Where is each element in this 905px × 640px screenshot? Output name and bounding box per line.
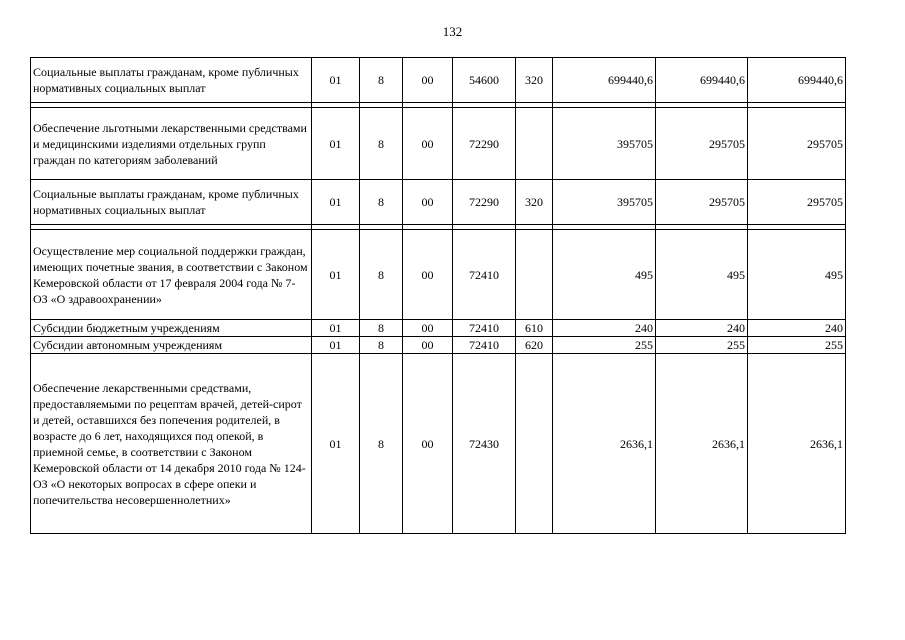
row-subsection: 8 [360,337,403,354]
row-name: Субсидии бюджетным учреждениям [31,320,312,337]
row-expense-type: 610 [516,320,553,337]
row-amount-1: 395705 [553,108,656,180]
row-name: Обеспечение льготными лекарственными средствами и медицинскими изделиями отдельных групп граждан по категориям заболеваний [31,108,312,180]
page-number: 132 [442,24,463,39]
row-name: Социальные выплаты гражданам, кроме публичных нормативных социальных выплат [31,180,312,225]
row-name: Обеспечение лекарственными средствами, предоставляемыми по рецептам врачей, детей-сирот и детей, оставшихся без попечения родителей, в возрасте до 6 лет, находящихся под опекой, в приемной семье, в соответствии с Законом Кемеровской области от 14 декабря 2010 года № 124-ОЗ «О некоторых вопросах в сфере опеки и попечительства несовершеннолетних» [31,354,312,534]
row-program: 00 [403,337,453,354]
table-row [31,108,846,180]
row-amount-2: 255 [656,337,748,354]
row-amount-3: 495 [748,230,846,320]
row-amount-2: 295705 [656,180,748,225]
row-subsection: 8 [360,58,403,103]
table-row [31,230,846,320]
row-article: 54600 [453,58,516,103]
row-expense-type: 620 [516,337,553,354]
row-subsection: 8 [360,230,403,320]
table-row [31,320,846,337]
row-article: 72430 [453,354,516,534]
row-section: 01 [312,180,360,225]
row-amount-3: 255 [748,337,846,354]
row-section: 01 [312,58,360,103]
row-name: Осуществление мер социальной поддержки граждан, имеющих почетные звания, в соответствии с Законом Кемеровской области от 17 февраля 2004 года № 7-ОЗ «О здравоохранении» [31,230,312,320]
row-expense-type [516,230,553,320]
row-program: 00 [403,58,453,103]
row-article: 72290 [453,180,516,225]
row-expense-type [516,354,553,534]
row-expense-type: 320 [516,58,553,103]
row-section: 01 [312,320,360,337]
row-amount-2: 240 [656,320,748,337]
row-program: 00 [403,320,453,337]
table-row [31,337,846,354]
row-amount-3: 2636,1 [748,354,846,534]
row-program: 00 [403,180,453,225]
row-expense-type [516,108,553,180]
row-section: 01 [312,230,360,320]
row-amount-2: 2636,1 [656,354,748,534]
row-article: 72410 [453,337,516,354]
row-program: 00 [403,108,453,180]
row-expense-type: 320 [516,180,553,225]
row-subsection: 8 [360,320,403,337]
row-subsection: 8 [360,180,403,225]
table-row [31,354,846,534]
row-amount-1: 395705 [553,180,656,225]
row-amount-2: 295705 [656,108,748,180]
row-subsection: 8 [360,354,403,534]
row-section: 01 [312,337,360,354]
row-amount-3: 295705 [748,180,846,225]
row-article: 72410 [453,230,516,320]
row-program: 00 [403,354,453,534]
row-amount-3: 295705 [748,108,846,180]
row-name: Социальные выплаты гражданам, кроме публичных нормативных социальных выплат [31,58,312,103]
row-amount-1: 699440,6 [553,58,656,103]
row-program: 00 [403,230,453,320]
row-name: Субсидии автономным учреждениям [31,337,312,354]
row-article: 72410 [453,320,516,337]
row-amount-2: 699440,6 [656,58,748,103]
budget-table [30,57,846,534]
table-row [31,58,846,103]
row-amount-1: 240 [553,320,656,337]
row-section: 01 [312,354,360,534]
row-article: 72290 [453,108,516,180]
row-amount-3: 240 [748,320,846,337]
row-amount-1: 2636,1 [553,354,656,534]
row-amount-2: 495 [656,230,748,320]
row-subsection: 8 [360,108,403,180]
row-section: 01 [312,108,360,180]
table-row [31,180,846,225]
row-amount-3: 699440,6 [748,58,846,103]
row-amount-1: 495 [553,230,656,320]
row-amount-1: 255 [553,337,656,354]
